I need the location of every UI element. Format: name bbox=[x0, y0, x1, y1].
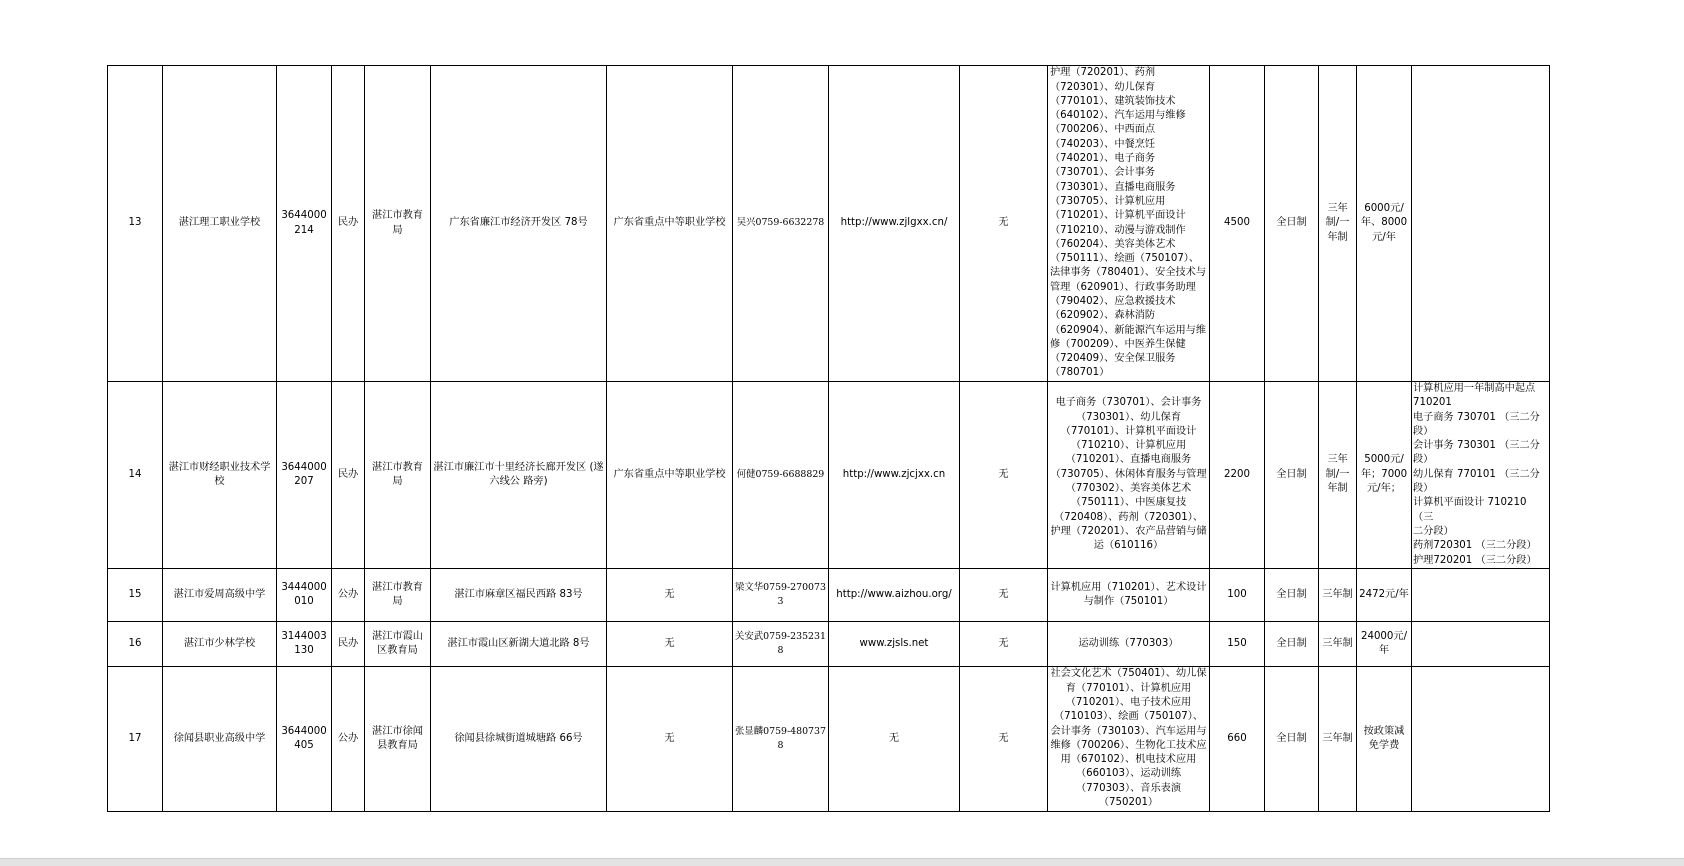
table-row bbox=[108, 666, 1550, 811]
table-row bbox=[108, 382, 1550, 569]
enrollment: 660 bbox=[1210, 666, 1265, 811]
school-name: 湛江市爱周高级中学 bbox=[163, 568, 277, 621]
school-type: 民办 bbox=[332, 66, 365, 382]
duration: 三年制 bbox=[1319, 621, 1357, 666]
school-code: 3644000405 bbox=[277, 666, 332, 811]
contact: 何健0759-6688829 bbox=[733, 382, 829, 569]
row-number: 17 bbox=[108, 666, 163, 811]
majors bbox=[1048, 666, 1210, 811]
contact: 关安武0759-2352318 bbox=[733, 621, 829, 666]
enrollment: 4500 bbox=[1210, 66, 1265, 382]
address: 湛江市麻章区福民西路 83号 bbox=[431, 568, 607, 621]
row-number: 14 bbox=[108, 382, 163, 569]
contact: 梁文华0759-2700733 bbox=[733, 568, 829, 621]
school-level: 广东省重点中等职业学校 bbox=[607, 66, 733, 382]
enrollment: 150 bbox=[1210, 621, 1265, 666]
row-number: 15 bbox=[108, 568, 163, 621]
majors-text: 电子商务（730701）、会计事务 （730301）、幼儿保育 （770101）、计算机平面设计 （710210）、计算机应用 （710201）、直播电商服务 （730705）、休闲体育服务与管理 （770302）、美容美体艺术 （750111）、中医康复技 （720408）、药剂（720301）、 护理（720201）、农产品营销与储 运（610116） bbox=[1050, 397, 1207, 552]
other-info: 无 bbox=[960, 382, 1048, 569]
authority: 湛江市徐闻县教育局 bbox=[365, 666, 431, 811]
majors bbox=[1048, 66, 1210, 382]
majors bbox=[1048, 621, 1210, 666]
notes bbox=[1412, 568, 1550, 621]
majors bbox=[1048, 568, 1210, 621]
study-mode: 全日制 bbox=[1265, 66, 1319, 382]
school-code: 3644000214 bbox=[277, 66, 332, 382]
school-level: 无 bbox=[607, 568, 733, 621]
majors-text: 运动训练（770303） bbox=[1078, 637, 1179, 649]
table-row bbox=[108, 568, 1550, 621]
school-level: 无 bbox=[607, 621, 733, 666]
study-mode: 全日制 bbox=[1265, 621, 1319, 666]
authority: 湛江市霞山区教育局 bbox=[365, 621, 431, 666]
school-type: 公办 bbox=[332, 568, 365, 621]
majors-text: 社会文化艺术（750401）、幼儿保 育（770101）、计算机应用 （710201）、电子技术应用 （710103）、绘画（750107）、 会计事务（730103）、汽车运用与 维修（700206）、生物化工技术应 用（670102）、机电技术应用 （660103）、运动训练 （770303）、音乐表演 （750201） bbox=[1050, 668, 1207, 809]
duration: 三年制/一年制 bbox=[1319, 382, 1357, 569]
table-row bbox=[108, 66, 1550, 382]
school-name: 徐闻县职业高级中学 bbox=[163, 666, 277, 811]
website: http://www.aizhou.org/ bbox=[829, 568, 960, 621]
other-info: 无 bbox=[960, 568, 1048, 621]
school-code: 3144003130 bbox=[277, 621, 332, 666]
authority: 湛江市教育局 bbox=[365, 66, 431, 382]
study-mode: 全日制 bbox=[1265, 568, 1319, 621]
school-name: 湛江市财经职业技术学校 bbox=[163, 382, 277, 569]
authority: 湛江市教育局 bbox=[365, 568, 431, 621]
notes bbox=[1412, 666, 1550, 811]
majors-text: 计算机应用（710201）、艺术设计 与制作（750101） bbox=[1050, 581, 1207, 607]
enrollment: 100 bbox=[1210, 568, 1265, 621]
tuition-fee: 2472元/年 bbox=[1357, 568, 1412, 621]
other-info: 无 bbox=[960, 666, 1048, 811]
school-table bbox=[107, 65, 1550, 812]
school-level: 广东省重点中等职业学校 bbox=[607, 382, 733, 569]
address: 湛江市霞山区新湖大道北路 8号 bbox=[431, 621, 607, 666]
website: http://www.zjlgxx.cn/ bbox=[829, 66, 960, 382]
other-info: 无 bbox=[960, 621, 1048, 666]
authority: 湛江市教育局 bbox=[365, 382, 431, 569]
school-level: 无 bbox=[607, 666, 733, 811]
tuition-fee: 5000元/年；7000元/年； bbox=[1357, 382, 1412, 569]
address: 徐闻县徐城街道城塘路 66号 bbox=[431, 666, 607, 811]
tuition-fee: 按政策减免学费 bbox=[1357, 666, 1412, 811]
enrollment: 2200 bbox=[1210, 382, 1265, 569]
study-mode: 全日制 bbox=[1265, 382, 1319, 569]
table-row bbox=[108, 621, 1550, 666]
notes-text: 计算机应用一年制高中起点 710201 电子商务 730701 （三二分 段） 会计事务 730301 （三二分 段） 幼儿保育 770101 （三二分 段） 计算机平面设计 710210 （三 二分段） 药剂720301 （三二分段） 护理720201 （三二分段） bbox=[1413, 383, 1540, 566]
website: http://www.zjcjxx.cn bbox=[829, 382, 960, 569]
school-code: 3644000207 bbox=[277, 382, 332, 569]
contact: 张显麟0759-4807378 bbox=[733, 666, 829, 811]
duration: 三年制 bbox=[1319, 666, 1357, 811]
contact: 吴兴0759-6632278 bbox=[733, 66, 829, 382]
notes bbox=[1412, 66, 1550, 382]
other-info: 无 bbox=[960, 66, 1048, 382]
notes bbox=[1412, 382, 1550, 569]
website: 无 bbox=[829, 666, 960, 811]
school-name: 湛江市少林学校 bbox=[163, 621, 277, 666]
study-mode: 全日制 bbox=[1265, 666, 1319, 811]
duration: 三年制 bbox=[1319, 568, 1357, 621]
school-code: 3444000010 bbox=[277, 568, 332, 621]
address: 广东省廉江市经济开发区 78号 bbox=[431, 66, 607, 382]
website: www.zjsls.net bbox=[829, 621, 960, 666]
majors bbox=[1048, 382, 1210, 569]
tuition-fee: 24000元/年 bbox=[1357, 621, 1412, 666]
address: 湛江市廉江市十里经济长廊开发区 (遂六线公 路旁) bbox=[431, 382, 607, 569]
majors-text: 护理（720201）、药剂 （720301）、幼儿保育 （770101）、建筑装饰技术 （640102）、汽车运用与维修 （700206）、中西面点 （740203）、中餐烹饪 （740201）、电子商务 （730701）、会计事务 （730301）、直播电商服务 （730705）、计算机应用 （710201）、计算机平面设计 （710210）、动漫与游戏制作 （760204）、美容美体艺术 （750111）、绘画（750107）、 法律事务（780401）、安全技术与 管理（620901）、行政事务助理 （790402）、应急救援技术 （620902）、森林消防 （620904）、新能源汽车运用与维 修（700209）、中医养生保健 （720409）、安全保卫服务 （780701） bbox=[1050, 67, 1207, 379]
school-type: 民办 bbox=[332, 621, 365, 666]
school-type: 公办 bbox=[332, 666, 365, 811]
row-number: 16 bbox=[108, 621, 163, 666]
school-type: 民办 bbox=[332, 382, 365, 569]
tuition-fee: 6000元/年、8000元/年 bbox=[1357, 66, 1412, 382]
duration: 三年制/一年制 bbox=[1319, 66, 1357, 382]
notes bbox=[1412, 621, 1550, 666]
school-name: 湛江理工职业学校 bbox=[163, 66, 277, 382]
row-number: 13 bbox=[108, 66, 163, 382]
